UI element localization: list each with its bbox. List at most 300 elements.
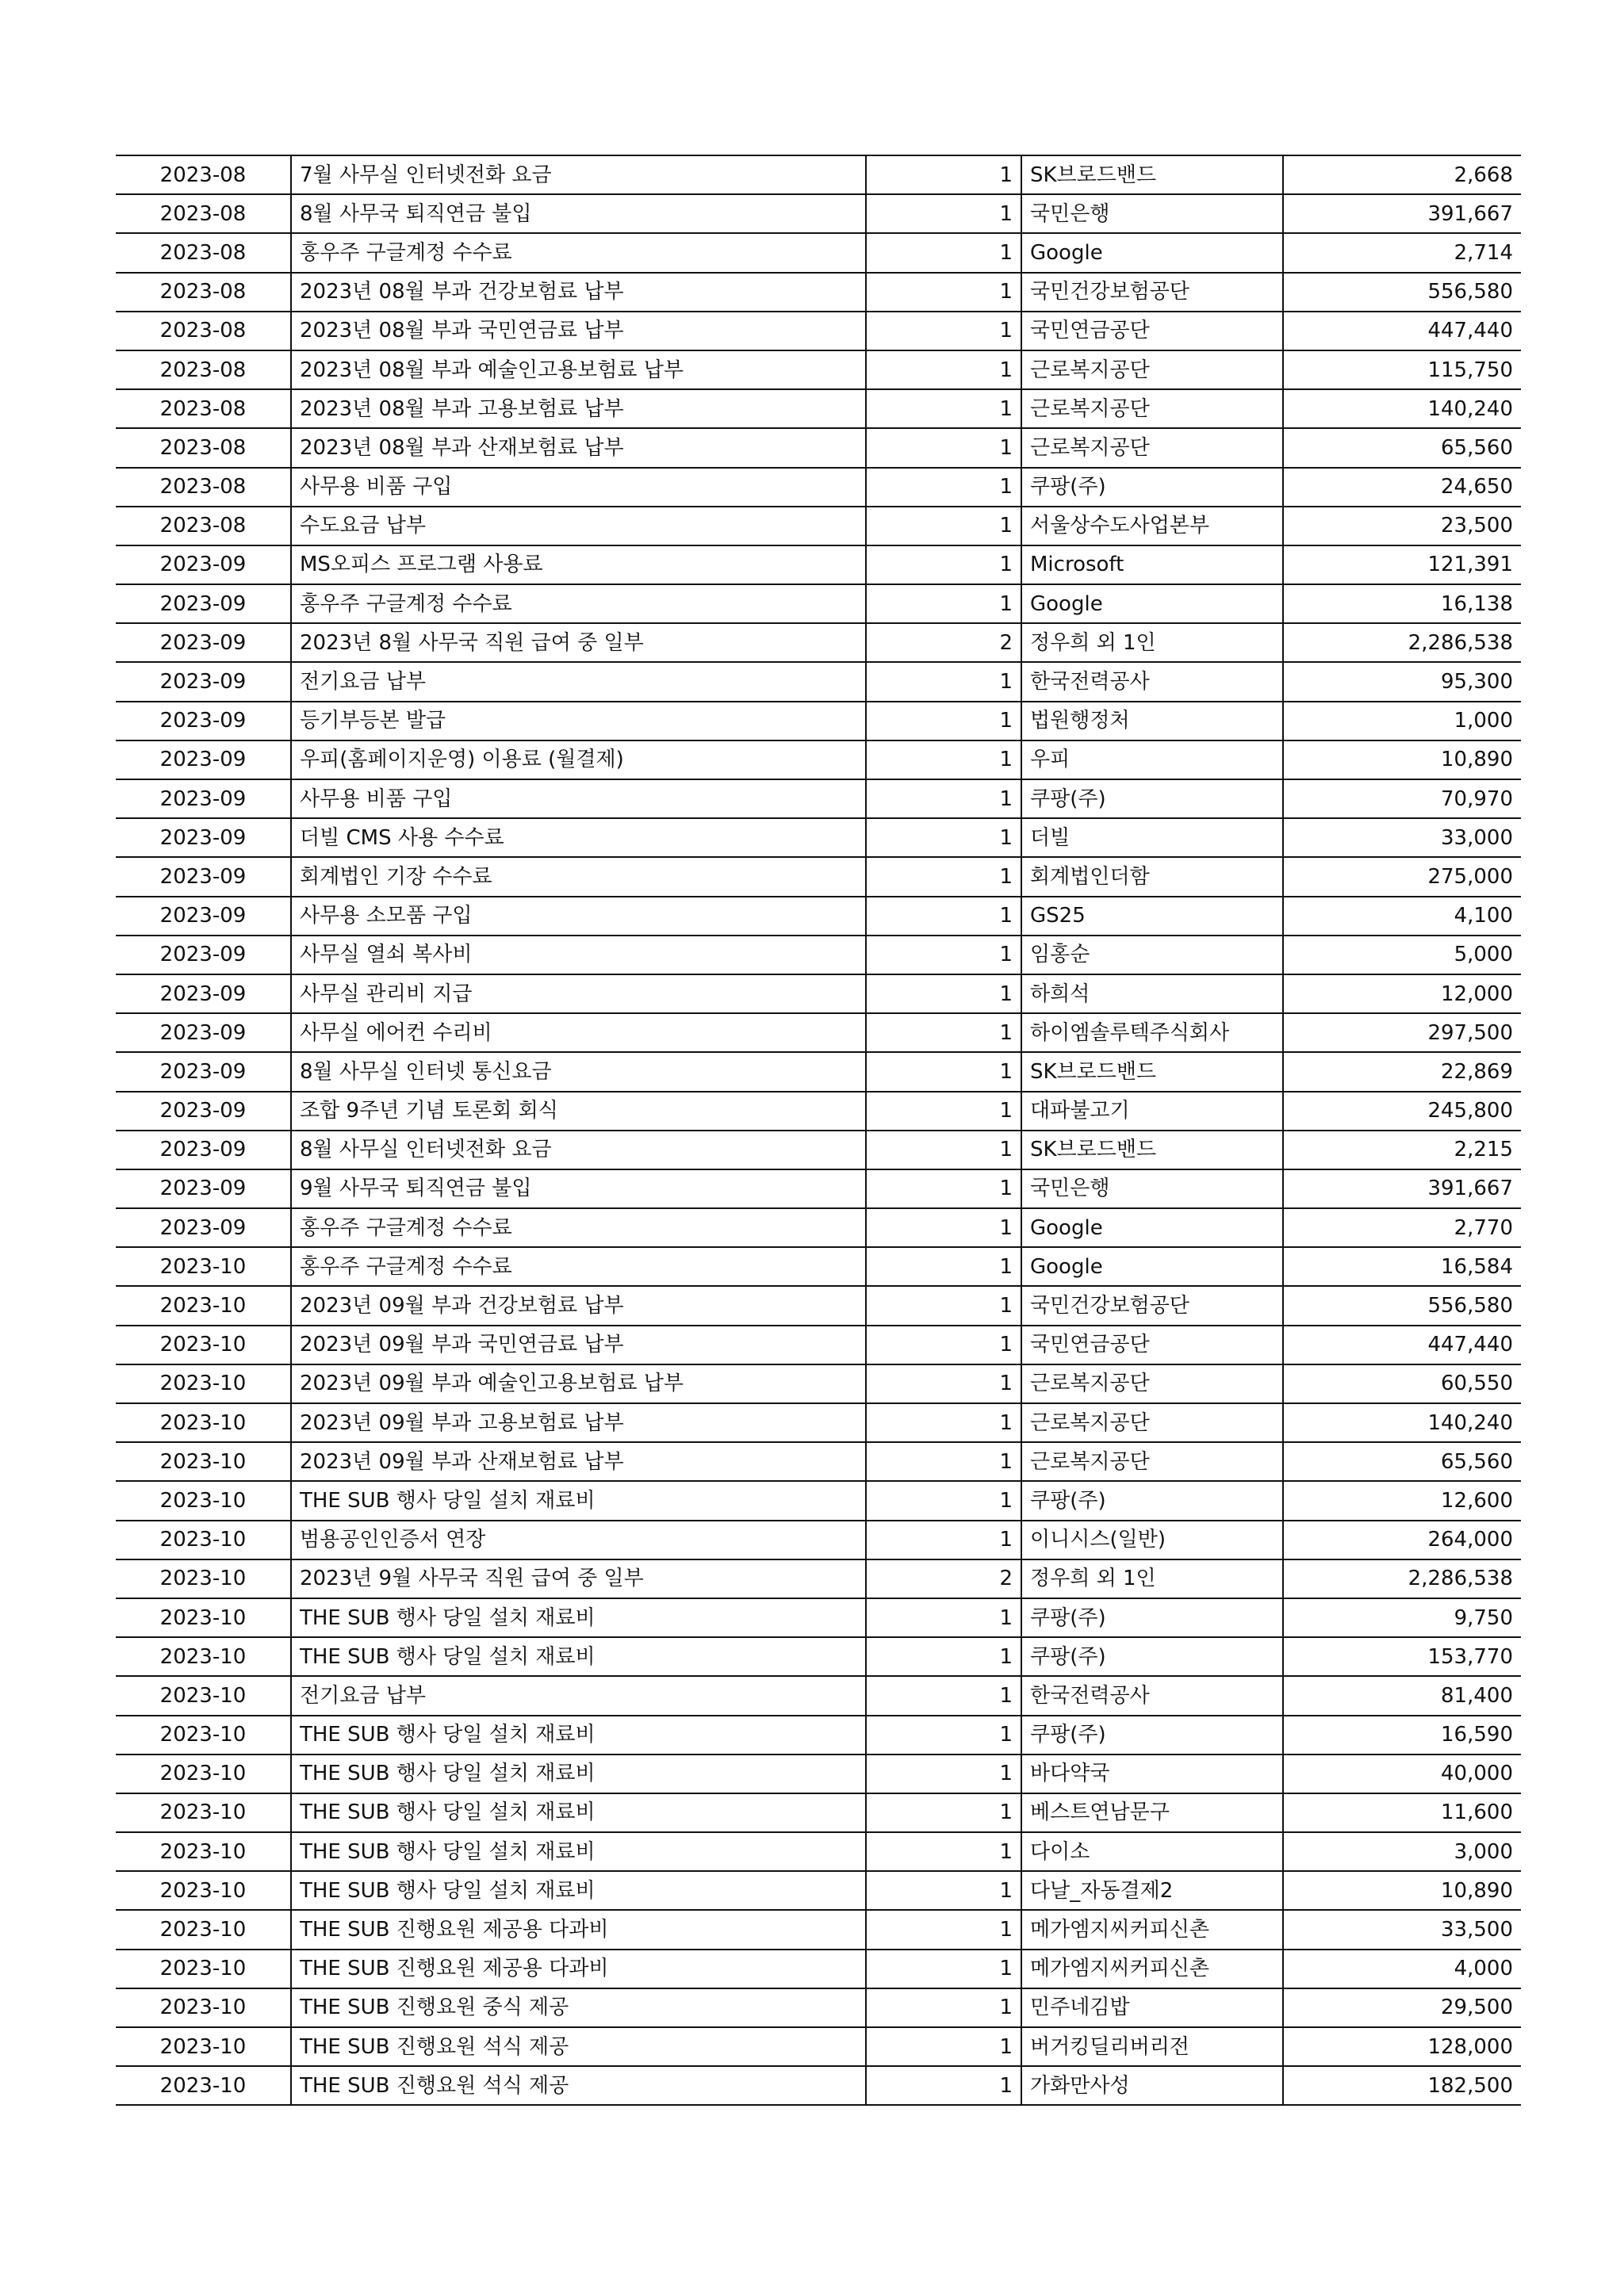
description-cell: 홍우주 구글계정 수수료 [291,1208,866,1247]
table-row [116,1169,1521,1208]
amount-cell: 153,770 [1283,1637,1521,1676]
vendor-cell: 한국전력공사 [1021,1676,1283,1715]
amount-cell: 11,600 [1283,1793,1521,1832]
amount-cell: 121,391 [1283,545,1521,584]
vendor-cell: 우피 [1021,740,1283,779]
quantity-cell: 2 [866,623,1021,662]
quantity-cell: 1 [866,1169,1021,1208]
description-cell: 범용공인인증서 연장 [291,1521,866,1559]
vendor-cell: 근로복지공단 [1021,1403,1283,1442]
description-cell: 홍우주 구글계정 수수료 [291,1247,866,1286]
description-cell: 2023년 08월 부과 예술인고용보험료 납부 [291,350,866,389]
quantity-cell: 1 [866,507,1021,545]
amount-cell: 12,000 [1283,974,1521,1013]
amount-cell: 4,100 [1283,897,1521,936]
amount-cell: 70,970 [1283,779,1521,818]
table-row [116,936,1521,974]
amount-cell: 10,890 [1283,1871,1521,1910]
vendor-cell: 정우희 외 1인 [1021,1559,1283,1598]
description-cell: THE SUB 진행요원 석식 제공 [291,2027,866,2066]
description-cell: 2023년 8월 사무국 직원 급여 중 일부 [291,623,866,662]
quantity-cell: 1 [866,1988,1021,2027]
vendor-cell: 베스트연남문구 [1021,1793,1283,1832]
month-cell: 2023-09 [116,818,291,857]
month-cell: 2023-10 [116,1910,291,1949]
amount-cell: 2,286,538 [1283,1559,1521,1598]
vendor-cell: 국민은행 [1021,194,1283,233]
month-cell: 2023-09 [116,1052,291,1091]
table-row [116,1950,1521,1988]
description-cell: 2023년 09월 부과 예술인고용보험료 납부 [291,1364,866,1403]
table-row [116,545,1521,584]
amount-cell: 81,400 [1283,1676,1521,1715]
vendor-cell: 다이소 [1021,1832,1283,1871]
description-cell: 2023년 09월 부과 건강보험료 납부 [291,1286,866,1325]
quantity-cell: 1 [866,233,1021,272]
table-row [116,1559,1521,1598]
vendor-cell: 국민연금공단 [1021,1326,1283,1364]
description-cell: THE SUB 행사 당일 설치 재료비 [291,1598,866,1637]
description-cell: 9월 사무국 퇴직연금 불입 [291,1169,866,1208]
vendor-cell: Microsoft [1021,545,1283,584]
table-row [116,2066,1521,2105]
table-row [116,857,1521,896]
vendor-cell: 근로복지공단 [1021,428,1283,467]
quantity-cell: 1 [866,1208,1021,1247]
vendor-cell: 쿠팡(주) [1021,1637,1283,1676]
vendor-cell: 근로복지공단 [1021,350,1283,389]
month-cell: 2023-08 [116,468,291,507]
month-cell: 2023-08 [116,233,291,272]
vendor-cell: 쿠팡(주) [1021,1481,1283,1520]
amount-cell: 16,584 [1283,1247,1521,1286]
month-cell: 2023-09 [116,897,291,936]
description-cell: 사무실 열쇠 복사비 [291,936,866,974]
month-cell: 2023-09 [116,779,291,818]
quantity-cell: 1 [866,740,1021,779]
table-row [116,1716,1521,1755]
description-cell: THE SUB 진행요원 중식 제공 [291,1988,866,2027]
month-cell: 2023-10 [116,1988,291,2027]
description-cell: 사무용 비품 구입 [291,468,866,507]
month-cell: 2023-09 [116,584,291,623]
vendor-cell: 바다약국 [1021,1755,1283,1793]
vendor-cell: 회계법인더함 [1021,857,1283,896]
description-cell: 8월 사무국 퇴직연금 불입 [291,194,866,233]
quantity-cell: 1 [866,1676,1021,1715]
quantity-cell: 1 [866,1950,1021,1988]
vendor-cell: SK브로드밴드 [1021,155,1283,194]
table-row [116,1793,1521,1832]
description-cell: THE SUB 행사 당일 설치 재료비 [291,1871,866,1910]
month-cell: 2023-09 [116,702,291,740]
vendor-cell: 국민은행 [1021,1169,1283,1208]
vendor-cell: 하이엠솔루텍주식회사 [1021,1013,1283,1052]
description-cell: 8월 사무실 인터넷전화 요금 [291,1131,866,1169]
description-cell: 2023년 09월 부과 고용보험료 납부 [291,1403,866,1442]
table-row [116,662,1521,701]
table-row [116,1598,1521,1637]
vendor-cell: 근로복지공단 [1021,1442,1283,1481]
vendor-cell: Google [1021,584,1283,623]
table-row [116,1755,1521,1793]
table-row [116,155,1521,194]
description-cell: 조합 9주년 기념 토론회 회식 [291,1092,866,1131]
description-cell: 전기요금 납부 [291,662,866,701]
amount-cell: 40,000 [1283,1755,1521,1793]
vendor-cell: 대파불고기 [1021,1092,1283,1131]
vendor-cell: Google [1021,1247,1283,1286]
description-cell: 2023년 08월 부과 국민연금료 납부 [291,312,866,350]
description-cell: THE SUB 행사 당일 설치 재료비 [291,1716,866,1755]
description-cell: THE SUB 진행요원 제공용 다과비 [291,1910,866,1949]
table-row [116,1364,1521,1403]
table-row [116,273,1521,312]
quantity-cell: 1 [866,818,1021,857]
table-row [116,1481,1521,1520]
table-row [116,2027,1521,2066]
vendor-cell: 쿠팡(주) [1021,1598,1283,1637]
vendor-cell: 쿠팡(주) [1021,779,1283,818]
description-cell: 회계법인 기장 수수료 [291,857,866,896]
month-cell: 2023-09 [116,740,291,779]
description-cell: THE SUB 진행요원 석식 제공 [291,2066,866,2105]
table-row [116,1871,1521,1910]
amount-cell: 447,440 [1283,1326,1521,1364]
table-row [116,740,1521,779]
month-cell: 2023-10 [116,2066,291,2105]
table-row [116,1092,1521,1131]
quantity-cell: 1 [866,312,1021,350]
table-row [116,1521,1521,1559]
month-cell: 2023-10 [116,1326,291,1364]
description-cell: 2023년 9월 사무국 직원 급여 중 일부 [291,1559,866,1598]
amount-cell: 16,138 [1283,584,1521,623]
table-row [116,507,1521,545]
quantity-cell: 1 [866,1092,1021,1131]
vendor-cell: 국민건강보험공단 [1021,273,1283,312]
quantity-cell: 1 [866,857,1021,896]
description-cell: 사무용 소모품 구입 [291,897,866,936]
month-cell: 2023-10 [116,1716,291,1755]
amount-cell: 264,000 [1283,1521,1521,1559]
quantity-cell: 1 [866,1013,1021,1052]
month-cell: 2023-09 [116,1208,291,1247]
month-cell: 2023-10 [116,1832,291,1871]
amount-cell: 29,500 [1283,1988,1521,2027]
table-row [116,1247,1521,1286]
month-cell: 2023-10 [116,1598,291,1637]
description-cell: 더빌 CMS 사용 수수료 [291,818,866,857]
table-row [116,1286,1521,1325]
quantity-cell: 1 [866,1131,1021,1169]
amount-cell: 297,500 [1283,1013,1521,1052]
quantity-cell: 1 [866,1755,1021,1793]
month-cell: 2023-08 [116,507,291,545]
description-cell: 2023년 09월 부과 국민연금료 납부 [291,1326,866,1364]
month-cell: 2023-08 [116,350,291,389]
quantity-cell: 1 [866,2027,1021,2066]
vendor-cell: 국민건강보험공단 [1021,1286,1283,1325]
month-cell: 2023-10 [116,1442,291,1481]
description-cell: 2023년 08월 부과 고용보험료 납부 [291,389,866,428]
amount-cell: 22,869 [1283,1052,1521,1091]
description-cell: THE SUB 행사 당일 설치 재료비 [291,1793,866,1832]
table-row [116,1988,1521,2027]
quantity-cell: 1 [866,1247,1021,1286]
description-cell: 전기요금 납부 [291,1676,866,1715]
amount-cell: 10,890 [1283,740,1521,779]
ledger-body [116,155,1521,2105]
description-cell: 사무실 에어컨 수리비 [291,1013,866,1052]
amount-cell: 9,750 [1283,1598,1521,1637]
quantity-cell: 1 [866,428,1021,467]
description-cell: 사무용 비품 구입 [291,779,866,818]
description-cell: 2023년 08월 부과 건강보험료 납부 [291,273,866,312]
vendor-cell: 다날_자동결제2 [1021,1871,1283,1910]
amount-cell: 391,667 [1283,194,1521,233]
amount-cell: 60,550 [1283,1364,1521,1403]
month-cell: 2023-09 [116,1092,291,1131]
quantity-cell: 1 [866,1637,1021,1676]
amount-cell: 140,240 [1283,1403,1521,1442]
month-cell: 2023-10 [116,1521,291,1559]
table-row [116,584,1521,623]
description-cell: 사무실 관리비 지급 [291,974,866,1013]
table-row [116,1052,1521,1091]
month-cell: 2023-09 [116,1131,291,1169]
vendor-cell: 한국전력공사 [1021,662,1283,701]
amount-cell: 275,000 [1283,857,1521,896]
month-cell: 2023-09 [116,936,291,974]
quantity-cell: 1 [866,1326,1021,1364]
month-cell: 2023-10 [116,2027,291,2066]
quantity-cell: 1 [866,1871,1021,1910]
description-cell: 7월 사무실 인터넷전화 요금 [291,155,866,194]
month-cell: 2023-09 [116,1169,291,1208]
vendor-cell: 이니시스(일반) [1021,1521,1283,1559]
quantity-cell: 1 [866,1364,1021,1403]
amount-cell: 2,286,538 [1283,623,1521,662]
amount-cell: 3,000 [1283,1832,1521,1871]
amount-cell: 33,000 [1283,818,1521,857]
table-row [116,1208,1521,1247]
amount-cell: 140,240 [1283,389,1521,428]
month-cell: 2023-10 [116,1247,291,1286]
table-row [116,623,1521,662]
month-cell: 2023-10 [116,1559,291,1598]
month-cell: 2023-10 [116,1676,291,1715]
amount-cell: 2,668 [1283,155,1521,194]
amount-cell: 391,667 [1283,1169,1521,1208]
quantity-cell: 1 [866,155,1021,194]
table-row [116,233,1521,272]
vendor-cell: 근로복지공단 [1021,1364,1283,1403]
amount-cell: 556,580 [1283,273,1521,312]
quantity-cell: 1 [866,779,1021,818]
amount-cell: 33,500 [1283,1910,1521,1949]
amount-cell: 556,580 [1283,1286,1521,1325]
quantity-cell: 1 [866,1052,1021,1091]
vendor-cell: 정우희 외 1인 [1021,623,1283,662]
vendor-cell: 서울상수도사업본부 [1021,507,1283,545]
quantity-cell: 1 [866,936,1021,974]
table-row [116,1326,1521,1364]
month-cell: 2023-09 [116,1013,291,1052]
table-row [116,1442,1521,1481]
table-row [116,312,1521,350]
description-cell: 수도요금 납부 [291,507,866,545]
quantity-cell: 1 [866,1442,1021,1481]
month-cell: 2023-09 [116,623,291,662]
month-cell: 2023-08 [116,155,291,194]
amount-cell: 245,800 [1283,1092,1521,1131]
vendor-cell: 법원행정처 [1021,702,1283,740]
amount-cell: 16,590 [1283,1716,1521,1755]
quantity-cell: 1 [866,468,1021,507]
table-row [116,702,1521,740]
description-cell: MS오피스 프로그램 사용료 [291,545,866,584]
description-cell: 2023년 09월 부과 산재보험료 납부 [291,1442,866,1481]
table-row [116,1131,1521,1169]
month-cell: 2023-10 [116,1755,291,1793]
month-cell: 2023-08 [116,273,291,312]
table-row [116,974,1521,1013]
amount-cell: 2,770 [1283,1208,1521,1247]
month-cell: 2023-10 [116,1403,291,1442]
vendor-cell: 민주네김밥 [1021,1988,1283,2027]
amount-cell: 4,000 [1283,1950,1521,1988]
description-cell: 등기부등본 발급 [291,702,866,740]
description-cell: THE SUB 행사 당일 설치 재료비 [291,1481,866,1520]
vendor-cell: 메가엠지씨커피신촌 [1021,1950,1283,1988]
table-row [116,1910,1521,1949]
description-cell: 2023년 08월 부과 산재보험료 납부 [291,428,866,467]
table-row [116,1013,1521,1052]
vendor-cell: 근로복지공단 [1021,389,1283,428]
month-cell: 2023-09 [116,662,291,701]
table-row [116,468,1521,507]
amount-cell: 24,650 [1283,468,1521,507]
description-cell: 홍우주 구글계정 수수료 [291,233,866,272]
quantity-cell: 1 [866,273,1021,312]
quantity-cell: 1 [866,1832,1021,1871]
table-row [116,428,1521,467]
table-row [116,818,1521,857]
quantity-cell: 1 [866,702,1021,740]
quantity-cell: 1 [866,1793,1021,1832]
month-cell: 2023-10 [116,1793,291,1832]
month-cell: 2023-10 [116,1871,291,1910]
quantity-cell: 1 [866,350,1021,389]
quantity-cell: 1 [866,897,1021,936]
month-cell: 2023-10 [116,1481,291,1520]
quantity-cell: 1 [866,974,1021,1013]
vendor-cell: SK브로드밴드 [1021,1131,1283,1169]
table-row [116,194,1521,233]
vendor-cell: 국민연금공단 [1021,312,1283,350]
vendor-cell: 더빌 [1021,818,1283,857]
vendor-cell: 쿠팡(주) [1021,468,1283,507]
amount-cell: 12,600 [1283,1481,1521,1520]
amount-cell: 23,500 [1283,507,1521,545]
description-cell: 8월 사무실 인터넷 통신요금 [291,1052,866,1091]
quantity-cell: 1 [866,1716,1021,1755]
month-cell: 2023-10 [116,1950,291,1988]
table-row [116,1676,1521,1715]
quantity-cell: 1 [866,545,1021,584]
table-row [116,779,1521,818]
vendor-cell: 가화만사성 [1021,2066,1283,2105]
vendor-cell: Google [1021,1208,1283,1247]
quantity-cell: 1 [866,1286,1021,1325]
description-cell: THE SUB 행사 당일 설치 재료비 [291,1832,866,1871]
quantity-cell: 1 [866,194,1021,233]
quantity-cell: 1 [866,389,1021,428]
table-row [116,350,1521,389]
vendor-cell: 버거킹딜리버리전 [1021,2027,1283,2066]
vendor-cell: 임홍순 [1021,936,1283,974]
amount-cell: 115,750 [1283,350,1521,389]
month-cell: 2023-08 [116,389,291,428]
amount-cell: 65,560 [1283,428,1521,467]
quantity-cell: 1 [866,1910,1021,1949]
description-cell: THE SUB 행사 당일 설치 재료비 [291,1637,866,1676]
table-row [116,897,1521,936]
month-cell: 2023-09 [116,545,291,584]
table-row [116,389,1521,428]
month-cell: 2023-08 [116,428,291,467]
vendor-cell: SK브로드밴드 [1021,1052,1283,1091]
month-cell: 2023-10 [116,1364,291,1403]
month-cell: 2023-10 [116,1637,291,1676]
vendor-cell: GS25 [1021,897,1283,936]
amount-cell: 128,000 [1283,2027,1521,2066]
month-cell: 2023-08 [116,194,291,233]
amount-cell: 5,000 [1283,936,1521,974]
quantity-cell: 1 [866,1481,1021,1520]
quantity-cell: 1 [866,1403,1021,1442]
month-cell: 2023-08 [116,312,291,350]
vendor-cell: 메가엠지씨커피신촌 [1021,1910,1283,1949]
table-row [116,1637,1521,1676]
quantity-cell: 2 [866,1559,1021,1598]
amount-cell: 95,300 [1283,662,1521,701]
amount-cell: 2,714 [1283,233,1521,272]
vendor-cell: Google [1021,233,1283,272]
quantity-cell: 1 [866,662,1021,701]
month-cell: 2023-10 [116,1286,291,1325]
vendor-cell: 하희석 [1021,974,1283,1013]
amount-cell: 447,440 [1283,312,1521,350]
quantity-cell: 1 [866,1598,1021,1637]
quantity-cell: 1 [866,2066,1021,2105]
amount-cell: 1,000 [1283,702,1521,740]
amount-cell: 65,560 [1283,1442,1521,1481]
quantity-cell: 1 [866,584,1021,623]
table-row [116,1832,1521,1871]
quantity-cell: 1 [866,1521,1021,1559]
description-cell: THE SUB 행사 당일 설치 재료비 [291,1755,866,1793]
month-cell: 2023-09 [116,974,291,1013]
table-row [116,1403,1521,1442]
description-cell: 홍우주 구글계정 수수료 [291,584,866,623]
description-cell: 우피(홈페이지운영) 이용료 (월결제) [291,740,866,779]
amount-cell: 182,500 [1283,2066,1521,2105]
expense-ledger-table [116,155,1521,2106]
description-cell: THE SUB 진행요원 제공용 다과비 [291,1950,866,1988]
vendor-cell: 쿠팡(주) [1021,1716,1283,1755]
